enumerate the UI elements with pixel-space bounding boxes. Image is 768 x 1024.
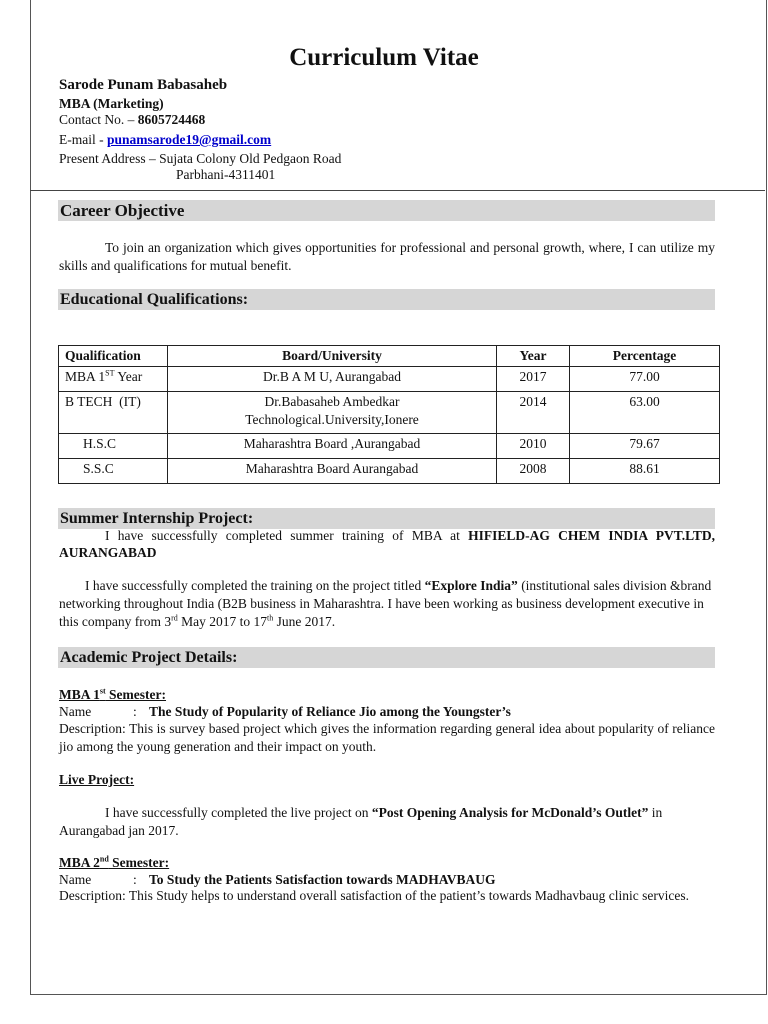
internship-heading-text: Summer Internship Project [60,510,248,527]
candidate-name: Sarode Punam Babasaheb [59,77,228,93]
year-cell: 2010 [497,434,570,459]
board-cell [168,392,497,434]
internship-sup-2: th [267,613,274,623]
contact-number: 8605724468 [137,112,206,127]
sem1-label-a: MBA 1 [59,687,100,702]
header-divider [30,190,765,191]
career-objective-heading: Career Objective [58,200,715,221]
email-link[interactable]: punamsarode19@gmail.com [106,132,272,147]
qualification-tail: Year [114,369,143,384]
live-project-a: I have successfully completed the live project on [105,805,372,820]
email-label: E-mail - [59,132,107,147]
sem1-name-sep: : [133,704,137,719]
percentage-cell: 79.67 [570,434,720,459]
internship-heading-colon: : [247,510,254,527]
percentage-cell: 63.00 [570,392,720,434]
live-project-b: in Aurangabad jan 2017. [59,805,663,838]
internship-heading [58,508,715,529]
degree: MBA (Marketing) [59,96,164,111]
address-line-2: Parbhani-4311401 [176,167,276,182]
live-project-label: Live Project: [59,772,135,787]
sem1-description: Description: This is survey based project which gives the information regarding general idea about popularity of reliance jio among the young generation and their impact on youth. [59,721,715,754]
sem2-label-b: Semester: [108,855,170,870]
sem1-sup: st [99,686,106,696]
percentage-cell: 88.61 [570,459,720,484]
sem1-label [59,686,166,703]
sem2-label [59,854,169,871]
qualification-cell: H.S.C [59,434,168,459]
qualification-cell: S.S.C [59,459,168,484]
table-row [59,434,720,459]
board-line-1: Dr.Babasaheb Ambedkar [264,394,400,409]
internship-p2-c: May 2017 to 17 [177,614,268,629]
table-row [59,392,720,434]
column-header: Percentage [570,346,720,367]
internship-paragraph-1 [59,527,715,561]
board-cell: Maharashtra Board ,Aurangabad [168,434,497,459]
sem2-name-row [59,871,496,888]
column-header: Board/University [168,346,497,367]
internship-sup-1: rd [171,613,178,623]
internship-paragraph-2 [59,577,715,631]
education-heading: Educational Qualifications: [58,289,715,310]
email-line [59,131,271,148]
table-header-row [59,346,720,367]
board-line-2: Technological.University,Ionere [245,412,419,427]
contact-line [59,111,205,128]
address-line-1: Present Address – Sujata Colony Old Pedgaon Road [59,151,342,166]
internship-p2-d: June 2017. [273,614,336,629]
sem2-sup: nd [99,854,109,864]
sem2-description: Description: This Study helps to understand overall satisfaction of the patient’s towards Madhavbaug clinic services. [59,888,689,903]
internship-p2-a: I have successfully completed the training on the project titled [85,578,425,593]
year-cell: 2014 [497,392,570,434]
sem1-project-name: The Study of Popularity of Reliance Jio among the Youngster’s [149,704,511,719]
sem1-label-b: Semester: [105,687,167,702]
board-cell: Maharashtra Board Aurangabad [168,459,497,484]
sem2-label-a: MBA 2 [59,855,100,870]
qualification-cell [59,367,168,392]
percentage-cell: 77.00 [570,367,720,392]
qualification-text: MBA 1 [65,369,106,384]
year-cell: 2017 [497,367,570,392]
academic-heading: Academic Project Details: [58,647,715,668]
table-row [59,459,720,484]
internship-p2-b: (institutional sales division &brand networking throughout India (B2B business in Maharashtra. I have been working as business development executive in this company from 3 [59,578,712,629]
board-cell: Dr.B A M U, Aurangabad [168,367,497,392]
qualification-sup: ST [105,368,115,378]
sem1-name-row [59,703,511,720]
column-header: Qualification [59,346,168,367]
sem2-name-sep: : [133,872,137,887]
table-row [59,367,720,392]
education-table [58,345,720,484]
sem2-project-name: To Study the Patients Satisfaction towards MADHAVBAUG [149,872,496,887]
career-objective-text: To join an organization which gives opportunities for professional and personal growth, where, I can utilize my skills and qualifications for mutual benefit. [59,240,715,273]
internship-company: HIFIELD-AG CHEM INDIA PVT.LTD, AURANGABAD [59,528,715,560]
document-title: Curriculum Vitae [289,44,479,71]
internship-p1-text: I have successfully completed summer training of MBA at [105,528,469,543]
live-project-title: “Post Opening Analysis for McDonald’s Outlet” [371,805,649,820]
qualification-cell: B TECH (IT) [59,392,168,434]
sem1-name-key: Name [59,704,92,719]
internship-project-title: “Explore India” [424,578,518,593]
year-cell: 2008 [497,459,570,484]
sem2-name-key: Name [59,872,92,887]
contact-label: Contact No. – [59,112,138,127]
live-project-text [59,804,715,840]
column-header: Year [497,346,570,367]
